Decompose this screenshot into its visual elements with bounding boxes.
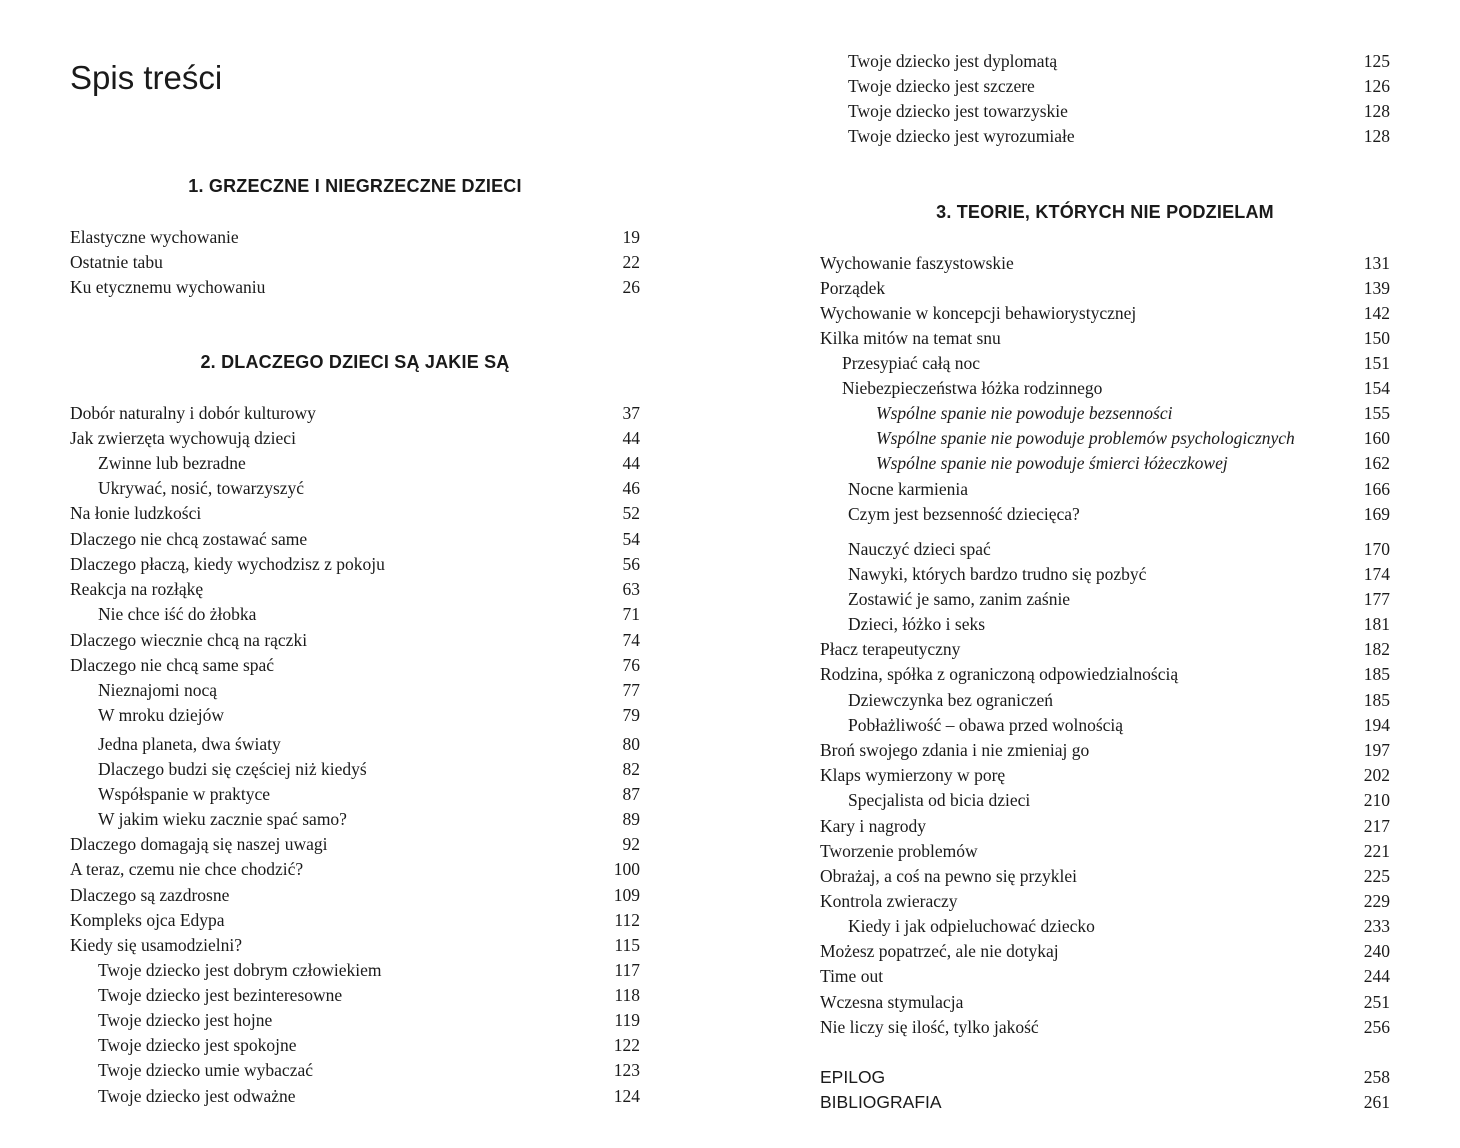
toc-entry-page-number: 76 <box>622 655 640 675</box>
toc-entry-mozesz-popatrzec-ale-nie-dotykaj <box>820 939 1390 964</box>
toc-entry-page-number: 139 <box>1363 278 1390 298</box>
toc-entry-page-number: 122 <box>613 1035 640 1055</box>
toc-entry-kary-i-nagrody <box>820 814 1390 839</box>
toc-entry-page-number: 124 <box>613 1086 640 1106</box>
toc-entry-nie-liczy-sie-ilosc-tylko-jakosc <box>820 1015 1390 1040</box>
toc-entry-specjalista-od-bicia-dzieci <box>820 788 1390 813</box>
toc-entry-page-number: 74 <box>622 630 640 650</box>
toc-entry-title: Kompleks ojca Edypa <box>70 910 225 930</box>
toc-entry-wychowanie-faszystowskie <box>820 251 1390 276</box>
toc-entry-title: W jakim wieku zacznie spać samo? <box>98 809 347 829</box>
toc-entry-page-number: 197 <box>1363 740 1390 760</box>
toc-entry-title: Obrażaj, a coś na pewno się przyklei <box>820 866 1078 886</box>
toc-entry-page-number: 185 <box>1363 664 1390 684</box>
toc-entry-page-number: 166 <box>1363 479 1390 499</box>
toc-entry-page-number: 82 <box>622 759 640 779</box>
toc-entry-ostatnie-tabu <box>70 250 640 275</box>
toc-entry-title: Niebezpieczeństwa łóżka rodzinnego <box>842 378 1103 398</box>
toc-entry-page-number: 182 <box>1363 639 1390 659</box>
toc-entry-zostawic-je-samo-zanim-zasnie <box>820 587 1390 612</box>
toc-entry-title: Nie chce iść do żłobka <box>98 604 257 624</box>
toc-entry-title: Twoje dziecko umie wybaczać <box>98 1060 313 1080</box>
toc-entry-jak-zwierzeta-wychowuja-dzieci <box>70 426 640 451</box>
toc-entry-nie-chce-isc-do-zlobka <box>70 602 640 627</box>
toc-entry-nieznajomi-noca <box>70 678 640 703</box>
toc-entry-page-number: 251 <box>1363 992 1390 1012</box>
toc-entry-title: Wspólne spanie nie powoduje śmierci łóżeczkowej <box>876 453 1228 473</box>
toc-entry-tworzenie-problemow <box>820 839 1390 864</box>
toc-entry-twoje-dziecko-jest-wyrozumiale <box>820 124 1390 149</box>
toc-entry-reakcja-na-rozlake <box>70 577 640 602</box>
toc-entry-page-number: 150 <box>1363 328 1390 348</box>
toc-entry-title: Twoje dziecko jest hojne <box>98 1010 273 1030</box>
toc-entry-kilka-mitow-na-temat-snu <box>820 326 1390 351</box>
toc-entry-title: Ku etycznemu wychowaniu <box>70 277 266 297</box>
toc-entry-title: Wychowanie faszystowskie <box>820 253 1014 273</box>
toc-entry-title: Dlaczego domagają się naszej uwagi <box>70 834 328 854</box>
toc-entry-title: Elastyczne wychowanie <box>70 227 239 247</box>
toc-entry-title: Dlaczego są zazdrosne <box>70 885 230 905</box>
toc-entry-title: Twoje dziecko jest odważne <box>98 1086 296 1106</box>
toc-entry-page-number: 56 <box>622 554 640 574</box>
toc-entry-title: Twoje dziecko jest wyrozumiałe <box>848 126 1075 146</box>
toc-entry-title: EPILOG <box>820 1067 886 1087</box>
toc-entry-twoje-dziecko-jest-odwazne <box>70 1084 640 1109</box>
toc-entry-wspolne-spanie-nie-powoduje-problemow-ps <box>820 426 1390 451</box>
toc-entry-title: Czym jest bezsenność dziecięca? <box>848 504 1080 524</box>
toc-entry-page-number: 261 <box>1363 1092 1390 1112</box>
toc-entry-title: Tworzenie problemów <box>820 841 978 861</box>
toc-entry-title: Wczesna stymulacja <box>820 992 964 1012</box>
section-heading-1: 1. GRZECZNE I NIEGRZECZNE DZIECI <box>188 176 522 196</box>
toc-entry-jedna-planeta-dwa-swiaty <box>70 732 640 757</box>
toc-entry-page-number: 217 <box>1363 816 1390 836</box>
toc-entry-w-jakim-wieku-zacznie-spac-samo <box>70 807 640 832</box>
toc-entry-rodzina-spolka-z-ograniczona-odpowiedzia <box>820 662 1390 687</box>
toc-entry-na-lonie-ludzkosci <box>70 501 640 526</box>
toc-entry-ku-etycznemu-wychowaniu <box>70 275 640 300</box>
toc-entry-zwinne-lub-bezradne <box>70 451 640 476</box>
toc-entry-title: Twoje dziecko jest dobrym człowiekiem <box>98 960 382 980</box>
toc-entry-page-number: 233 <box>1363 916 1390 936</box>
toc-entry-page-number: 77 <box>622 680 640 700</box>
toc-list-right <box>820 0 1390 1148</box>
toc-entry-obrazaj-a-cos-na-pewno-sie-przyklei <box>820 864 1390 889</box>
toc-entry-kiedy-i-jak-odpieluchowac-dziecko <box>820 914 1390 939</box>
toc-list-left <box>70 0 640 1148</box>
toc-entry-dzieci-lozko-i-seks <box>820 612 1390 637</box>
toc-entry-page-number: 80 <box>622 734 640 754</box>
toc-entry-dlaczego-sa-zazdrosne <box>70 883 640 908</box>
toc-entry-epilog <box>820 1065 1390 1090</box>
toc-entry-title: A teraz, czemu nie chce chodzić? <box>70 859 304 879</box>
toc-entry-page-number: 44 <box>622 453 640 473</box>
toc-entry-page-number: 128 <box>1363 101 1390 121</box>
toc-entry-page-number: 210 <box>1363 790 1390 810</box>
toc-entry-page-number: 194 <box>1363 715 1390 735</box>
toc-entry-title: Na łonie ludzkości <box>70 503 202 523</box>
toc-entry-czym-jest-bezsennosc-dziecieca <box>820 502 1390 527</box>
toc-entry-page-number: 170 <box>1363 539 1390 559</box>
toc-entry-wychowanie-w-koncepcji-behawiorystycznej <box>820 301 1390 326</box>
toc-entry-kontrola-zwieraczy <box>820 889 1390 914</box>
toc-entry-title: Twoje dziecko jest szczere <box>848 76 1035 96</box>
toc-entry-page-number: 256 <box>1363 1017 1390 1037</box>
toc-entry-page-number: 151 <box>1363 353 1390 373</box>
toc-entry-twoje-dziecko-jest-hojne <box>70 1008 640 1033</box>
toc-entry-page-number: 89 <box>622 809 640 829</box>
toc-entry-page-number: 185 <box>1363 690 1390 710</box>
toc-entry-page-number: 177 <box>1363 589 1390 609</box>
toc-entry-time-out <box>820 964 1390 989</box>
toc-entry-twoje-dziecko-jest-dobrym-czlowiekiem <box>70 958 640 983</box>
toc-entry-title: Nocne karmienia <box>848 479 969 499</box>
toc-entry-wspolne-spanie-nie-powoduje-bezsennosci <box>820 401 1390 426</box>
toc-entry-dlaczego-domagaja-sie-naszej-uwagi <box>70 832 640 857</box>
toc-entry-dobor-naturalny-i-dobor-kulturowy <box>70 401 640 426</box>
toc-entry-dlaczego-wiecznie-chca-na-raczki <box>70 628 640 653</box>
toc-entry-wspolspanie-w-praktyce <box>70 782 640 807</box>
toc-entry-page-number: 142 <box>1363 303 1390 323</box>
toc-entry-bibliografia <box>820 1090 1390 1115</box>
page-title: Spis treści <box>70 59 223 96</box>
toc-entry-title: Dlaczego wiecznie chcą na rączki <box>70 630 308 650</box>
toc-entry-title: Wspólne spanie nie powoduje problemów psychologicznych <box>876 428 1295 448</box>
toc-entry-title: Dzieci, łóżko i seks <box>848 614 986 634</box>
toc-entry-dziewczynka-bez-ograniczen <box>820 688 1390 713</box>
toc-entry-twoje-dziecko-jest-spokojne <box>70 1033 640 1058</box>
toc-entry-page-number: 87 <box>622 784 640 804</box>
toc-entry-page-number: 155 <box>1363 403 1390 423</box>
toc-entry-nawyki-ktorych-bardzo-trudno-sie-pozbyc <box>820 562 1390 587</box>
toc-entry-page-number: 119 <box>614 1010 640 1030</box>
toc-entry-title: Przesypiać całą noc <box>842 353 980 373</box>
toc-entry-page-number: 244 <box>1363 966 1390 986</box>
toc-entry-title: Reakcja na rozłąkę <box>70 579 204 599</box>
toc-entry-page-number: 221 <box>1363 841 1390 861</box>
toc-entry-title: Ostatnie tabu <box>70 252 163 272</box>
toc-entry-twoje-dziecko-jest-towarzyskie <box>820 99 1390 124</box>
toc-entry-page-number: 154 <box>1363 378 1390 398</box>
toc-entry-title: Nawyki, których bardzo trudno się pozbyć <box>848 564 1147 584</box>
toc-entry-title: Dziewczynka bez ograniczeń <box>848 690 1054 710</box>
toc-entry-page-number: 63 <box>622 579 640 599</box>
toc-entry-page-number: 71 <box>622 604 640 624</box>
toc-entry-title: Dlaczego nie chcą same spać <box>70 655 275 675</box>
toc-entry-ukrywac-nosic-towarzyszyc <box>70 476 640 501</box>
toc-entry-title: Wspólne spanie nie powoduje bezsenności <box>876 403 1173 423</box>
toc-entry-title: Pobłażliwość – obawa przed wolnością <box>848 715 1124 735</box>
toc-entry-page-number: 44 <box>622 428 640 448</box>
toc-entry-wczesna-stymulacja <box>820 990 1390 1015</box>
toc-entry-page-number: 100 <box>613 859 640 879</box>
toc-entry-kiedy-sie-usamodzielni <box>70 933 640 958</box>
toc-entry-nocne-karmienia <box>820 477 1390 502</box>
toc-entry-dlaczego-placza-kiedy-wychodzisz-z-pokoj <box>70 552 640 577</box>
toc-entry-title: Twoje dziecko jest spokojne <box>98 1035 297 1055</box>
toc-entry-title: Kontrola zwieraczy <box>820 891 958 911</box>
toc-entry-title: Jak zwierzęta wychowują dzieci <box>70 428 296 448</box>
toc-entry-title: Płacz terapeutyczny <box>820 639 961 659</box>
toc-entry-title: Twoje dziecko jest dyplomatą <box>848 51 1058 71</box>
toc-entry-wspolne-spanie-nie-powoduje-smierci-loze <box>820 451 1390 476</box>
toc-entry-kompleks-ojca-edypa <box>70 908 640 933</box>
toc-entry-title: Nieznajomi nocą <box>98 680 218 700</box>
toc-entry-page-number: 240 <box>1363 941 1390 961</box>
toc-entry-title: Zwinne lub bezradne <box>98 453 246 473</box>
toc-entry-title: Twoje dziecko jest bezinteresowne <box>98 985 343 1005</box>
toc-entry-elastyczne-wychowanie <box>70 225 640 250</box>
toc-entry-title: Kiedy się usamodzielni? <box>70 935 243 955</box>
toc-entry-page-number: 26 <box>622 277 640 297</box>
toc-entry-page-number: 123 <box>613 1060 640 1080</box>
toc-entry-title: Porządek <box>820 278 886 298</box>
toc-entry-title: Dlaczego nie chcą zostawać same <box>70 529 308 549</box>
toc-entry-page-number: 229 <box>1363 891 1390 911</box>
toc-entry-page-number: 181 <box>1363 614 1390 634</box>
toc-entry-title: Rodzina, spółka z ograniczoną odpowiedzialnością <box>820 664 1179 684</box>
toc-entry-page-number: 22 <box>622 252 640 272</box>
toc-entry-title: Jedna planeta, dwa światy <box>98 734 281 754</box>
toc-entry-niebezpieczenstwa-lozka-rodzinnego <box>820 376 1390 401</box>
toc-entry-page-number: 128 <box>1363 126 1390 146</box>
toc-entry-title: Dlaczego budzi się częściej niż kiedyś <box>98 759 367 779</box>
toc-entry-page-number: 258 <box>1363 1067 1390 1087</box>
toc-entry-title: W mroku dziejów <box>98 705 225 725</box>
toc-entry-nauczyc-dzieci-spac <box>820 537 1390 562</box>
toc-entry-page-number: 174 <box>1363 564 1390 584</box>
toc-entry-dlaczego-nie-chca-zostawac-same <box>70 527 640 552</box>
toc-entry-page-number: 52 <box>622 503 640 523</box>
toc-entry-poblazliwosc-obawa-przed-wolnoscia <box>820 713 1390 738</box>
toc-entry-w-mroku-dziejow <box>70 703 640 728</box>
toc-entry-page-number: 162 <box>1363 453 1390 473</box>
toc-entry-page-number: 117 <box>614 960 640 980</box>
toc-entry-page-number: 79 <box>622 705 640 725</box>
toc-entry-page-number: 19 <box>622 227 640 247</box>
toc-entry-title: Zostawić je samo, zanim zaśnie <box>848 589 1071 609</box>
section-heading-3: 3. TEORIE, KTÓRYCH NIE PODZIELAM <box>936 202 1274 222</box>
toc-entry-page-number: 112 <box>614 910 640 930</box>
toc-entry-title: Klaps wymierzony w porę <box>820 765 1006 785</box>
toc-entry-page-number: 46 <box>622 478 640 498</box>
toc-entry-porzadek <box>820 276 1390 301</box>
toc-entry-page-number: 131 <box>1363 253 1390 273</box>
toc-entry-page-number: 109 <box>613 885 640 905</box>
toc-entry-page-number: 125 <box>1363 51 1390 71</box>
toc-entry-przesypiac-cala-noc <box>820 351 1390 376</box>
toc-entry-title: Broń swojego zdania i nie zmieniaj go <box>820 740 1090 760</box>
toc-entry-page-number: 169 <box>1363 504 1390 524</box>
toc-entry-title: Dlaczego płaczą, kiedy wychodzisz z pokoju <box>70 554 385 574</box>
toc-entry-a-teraz-czemu-nie-chce-chodzic <box>70 857 640 882</box>
toc-entry-dlaczego-budzi-sie-czesciej-niz-kiedys <box>70 757 640 782</box>
toc-entry-page-number: 160 <box>1363 428 1390 448</box>
toc-entry-title: Współspanie w praktyce <box>98 784 271 804</box>
toc-entry-twoje-dziecko-umie-wybaczac <box>70 1058 640 1083</box>
toc-entry-page-number: 115 <box>614 935 640 955</box>
toc-entry-placz-terapeutyczny <box>820 637 1390 662</box>
toc-entry-title: Twoje dziecko jest towarzyskie <box>848 101 1068 121</box>
toc-entry-title: Nauczyć dzieci spać <box>848 539 991 559</box>
toc-entry-title: Kary i nagrody <box>820 816 926 836</box>
toc-entry-title: Nie liczy się ilość, tylko jakość <box>820 1017 1039 1037</box>
toc-entry-page-number: 54 <box>622 529 640 549</box>
toc-entry-twoje-dziecko-jest-szczere <box>820 74 1390 99</box>
toc-entry-title: Kilka mitów na temat snu <box>820 328 1001 348</box>
toc-entry-page-number: 92 <box>622 834 640 854</box>
toc-entry-title: Dobór naturalny i dobór kulturowy <box>70 403 316 423</box>
toc-entry-bron-swojego-zdania-i-nie-zmieniaj-go <box>820 738 1390 763</box>
toc-entry-title: Time out <box>820 966 884 986</box>
toc-entry-dlaczego-nie-chca-same-spac <box>70 653 640 678</box>
toc-entry-page-number: 225 <box>1363 866 1390 886</box>
section-heading-2: 2. DLACZEGO DZIECI SĄ JAKIE SĄ <box>200 352 510 372</box>
toc-entry-title: BIBLIOGRAFIA <box>820 1092 942 1112</box>
toc-entry-page-number: 118 <box>614 985 640 1005</box>
toc-entry-page-number: 37 <box>622 403 640 423</box>
toc-entry-title: Ukrywać, nosić, towarzyszyć <box>98 478 305 498</box>
toc-entry-klaps-wymierzony-w-pore <box>820 763 1390 788</box>
toc-entry-page-number: 126 <box>1363 76 1390 96</box>
toc-entry-title: Specjalista od bicia dzieci <box>848 790 1031 810</box>
toc-entry-twoje-dziecko-jest-dyplomata <box>820 49 1390 74</box>
toc-entry-title: Możesz popatrzeć, ale nie dotykaj <box>820 941 1059 961</box>
toc-entry-title: Kiedy i jak odpieluchować dziecko <box>848 916 1095 936</box>
toc-entry-twoje-dziecko-jest-bezinteresowne <box>70 983 640 1008</box>
toc-entry-page-number: 202 <box>1363 765 1390 785</box>
toc-entry-title: Wychowanie w koncepcji behawiorystycznej <box>820 303 1137 323</box>
